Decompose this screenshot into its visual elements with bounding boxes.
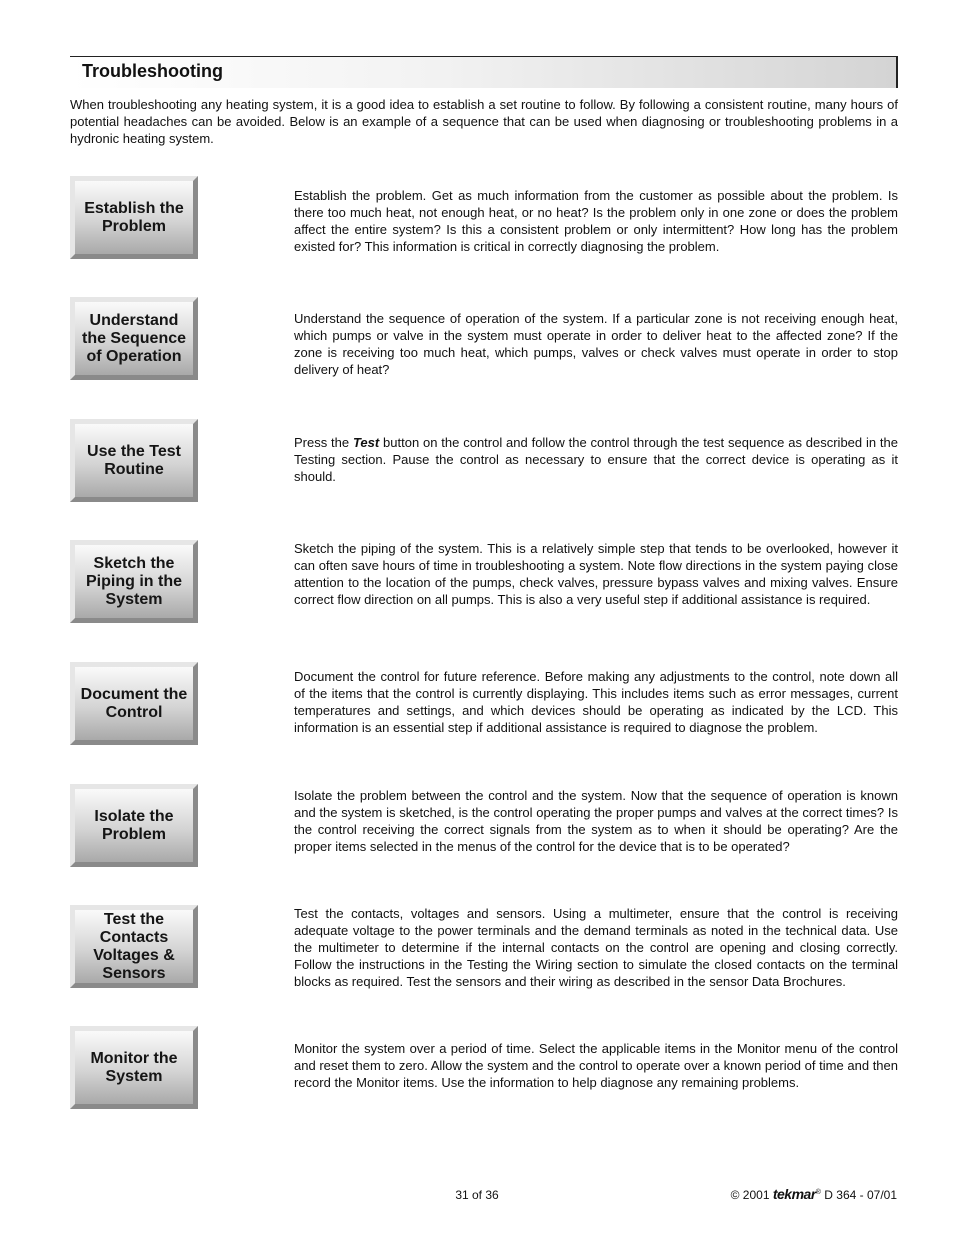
step-label-box (70, 905, 198, 988)
step-label: Isolate the Problem (94, 807, 174, 843)
step-label-box (70, 297, 198, 380)
step-label: Establish the Problem (84, 199, 184, 235)
step-label: Sketch the Piping in the System (86, 554, 182, 608)
step-text-after: button on the control and follow the control through the test sequence as described in the Testing section. Pause the control as necessary to ensure that the correct device is operating as it should. (294, 435, 898, 484)
registered-mark: ® (815, 1189, 821, 1196)
step-label: Use the Test Routine (87, 442, 181, 478)
test-button-term: Test (352, 435, 380, 450)
footer-copyright (731, 1186, 897, 1202)
step-label: Understand the Sequence of Operation (81, 311, 187, 365)
step-description: Sketch the piping of the system. This is a relatively simple step that tends to be overlooked, however it can often save hours of time in troubleshooting a system. Note flow directions in the system paying close attention to the location of the pumps, check valves, pressure bypass valves and mixing valves. Ensure correct flow direction on all pumps. This is also a very useful step if additional assistance is required. (294, 541, 898, 607)
step-label-box (70, 419, 198, 502)
step-label-box (70, 540, 198, 623)
intro-paragraph: When troubleshooting any heating system, it is a good idea to establish a set routine to follow. By following a consistent routine, many hours of potential headaches can be avoided. Below is an example of a sequence that can be used when diagnosing or troubleshooting problems in a hydronic heating system. (70, 97, 898, 146)
step-description: Document the control for future reference. Before making any adjustments to the control, note down all of the items that the control is currently displaying. This includes items such as error messages, current temperatures and settings, and which devices should be operating as indicated by the LCD. This information is an essential step if additional assistance is required to diagnose the problem. (294, 669, 898, 735)
step-text-before: Press the (294, 435, 353, 450)
step-description: Test the contacts, voltages and sensors. Using a multimeter, ensure that the control is receiving adequate voltage to the power terminals and the demand terminals as noted in the technical data. Use the multimeter to determine if the internal contacts on the control are opening and closing correctly. Follow the instructions in the Testing the Wiring section to simulate the closed contacts on the terminal blocks as required. Test the sensors and their wiring as described in the sensor Data Brochures. (294, 906, 898, 989)
page-title: Troubleshooting (82, 61, 223, 81)
page-number: 31 of 36 (455, 1188, 499, 1202)
step-label-box (70, 1026, 198, 1109)
step-description: Understand the sequence of operation of the system. If a particular zone is not receiving enough heat, which pumps or valve in the system must operate in order to deliver heat to the affected zone? If the zone is receiving too much heat, which pumps, valves or check valves must operate in order to stop delivery of heat? (294, 311, 898, 377)
brand-logo: tekmar (772, 1186, 816, 1202)
step-description: Isolate the problem between the control and the system. Now that the sequence of operation is known and the system is sketched, is the control operating the proper pumps and valves at the correct times? Is the control receiving the correct signals from the system as to when it should be operating? Are the proper items selected in the menus of the control for the device that is to be operated? (294, 788, 898, 854)
step-description (294, 434, 898, 485)
step-label-box (70, 176, 198, 259)
step-label-box (70, 784, 198, 867)
copyright-year: © 2001 (730, 1188, 770, 1202)
step-label: Monitor the System (90, 1049, 178, 1085)
step-label: Document the Control (80, 685, 188, 721)
section-header (70, 56, 898, 88)
document-code: D 364 - 07/01 (824, 1188, 897, 1202)
step-label-box (70, 662, 198, 745)
step-description: Monitor the system over a period of time. Select the applicable items in the Monitor menu of the control and reset them to zero. Allow the system and the control to operate over a known period of time and then record the Monitor items. Use the information to help diagnose any remaining problems. (294, 1041, 898, 1090)
step-description: Establish the problem. Get as much information from the customer as possible about the problem. Is there too much heat, not enough heat, or no heat? Is the problem only in one zone or does the problem affect the entire system? Is this a consistent problem or only intermittent? How long has the problem existed for? This information is critical in correctly diagnosing the problem. (294, 188, 898, 254)
step-label: Test the Contacts Voltages & Sensors (93, 910, 175, 982)
